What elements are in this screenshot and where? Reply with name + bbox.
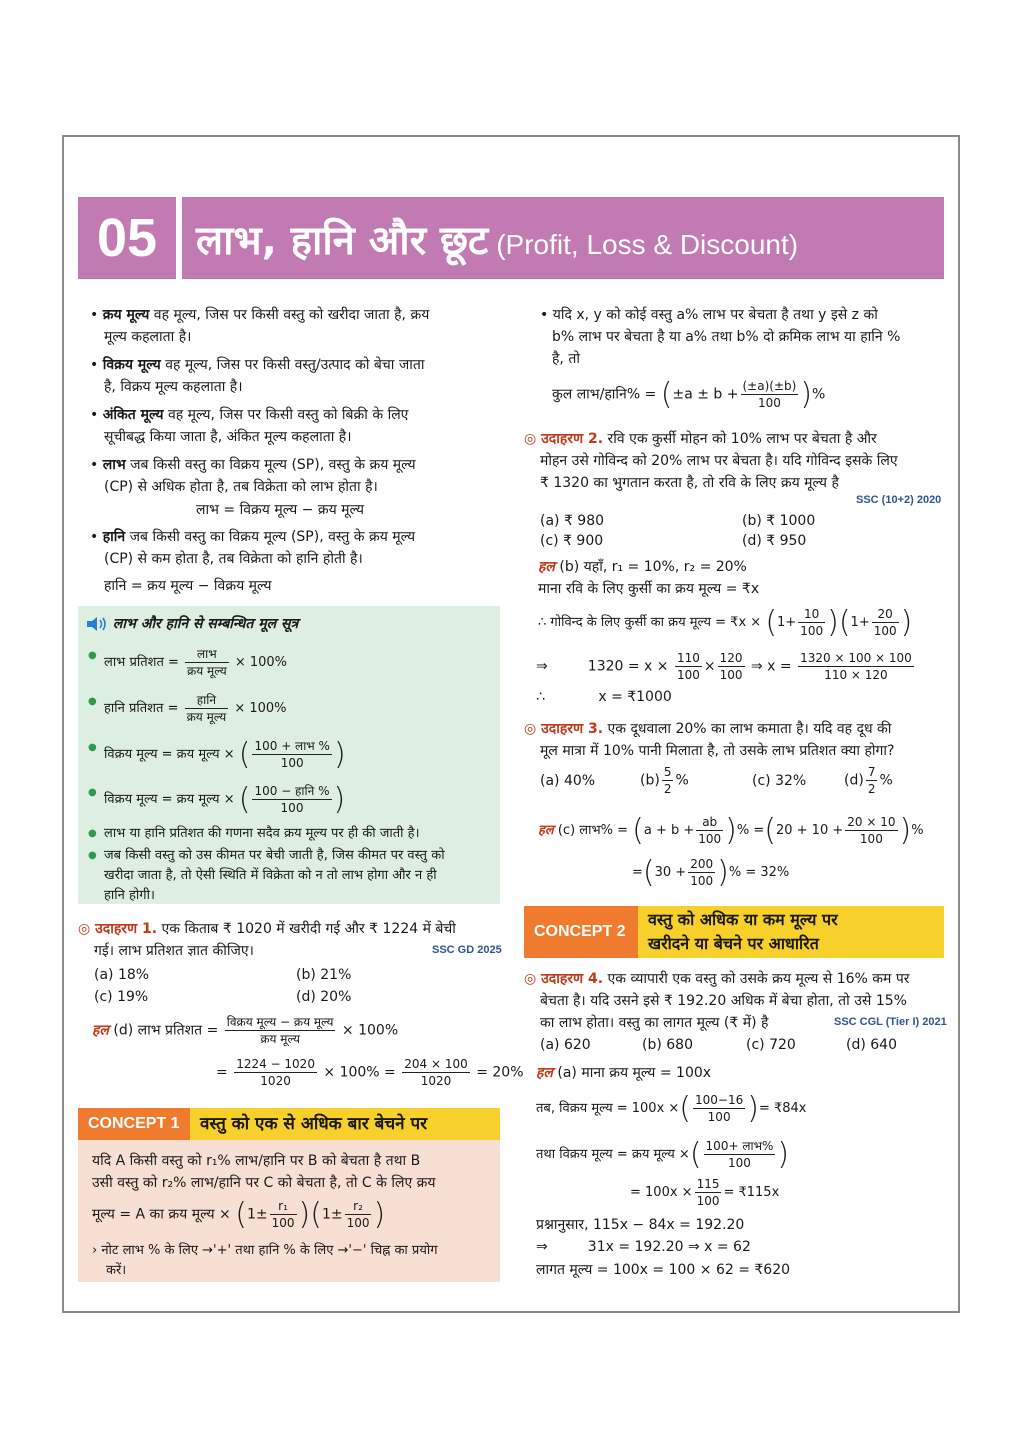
formula-loss-percent: ● हानि प्रतिशत = $\frac{\text{हानि}}{\text{क्रय मूल्य}}$ × 100% — [104, 692, 287, 725]
example-1-solution-step: = $\frac{1224 - 1020}{1020}$ × 100% = $\frac{204 \times 100}{1020}$ = 20% — [216, 1057, 524, 1088]
loss-formula: हानि = क्रय मूल्य − विक्रय मूल्य — [104, 578, 272, 594]
example-4-question: ◎ उदाहरण 4. एक व्यापारी एक वस्तु को उसके क्रय मूल्य से 16% कम पर — [524, 968, 910, 990]
example-3-question-line: मूल मात्रा में 10% पानी मिलाता है, तो उसके लाभ प्रतिशत क्या होगा? — [540, 743, 895, 759]
example-3-solution: हल (c) लाभ% = (a + b + $\frac{ab}{100}$ )% =(20 + 10 + $\frac{20 \times 10}{100}$ )% — [538, 812, 924, 848]
concept-1-note-line: करें। — [106, 1263, 127, 1278]
option: (a) 40% — [540, 773, 596, 789]
formula-note: ● लाभ या हानि प्रतिशत की गणना सदैव क्रय मूल्य पर ही की जाती है। — [104, 824, 420, 844]
option: (c) 32% — [752, 773, 807, 789]
option: (c) ₹ 900 — [540, 533, 604, 549]
example-1-source: SSC GD 2025 — [432, 944, 502, 956]
example-2-answer: ∴ x = ₹1000 — [536, 689, 672, 705]
chevron-right-icon: › — [92, 1243, 98, 1258]
successive-formula: कुल लाभ/हानि% = (±a ± b + $\frac{(\pm a)(\pm b)}{100}$ )% — [552, 376, 826, 412]
option: (a) 620 — [540, 1037, 591, 1053]
speaker-icon — [86, 616, 108, 632]
example-4-solution-step: = 100x × $\frac{115}{100}$ = ₹115x — [630, 1177, 780, 1208]
concept-1-formula: मूल्य = A का क्रय मूल्य × (1± $\frac{\text{r₁}}{100}$ )(1± $\frac{\text{r₂}}{100}$ ) — [92, 1196, 386, 1232]
formula-box-title: लाभ और हानि से सम्बन्धित मूल सूत्र — [86, 613, 298, 635]
example-4-question-line: का लाभ होता। वस्तु का लागत मूल्य (₹ में) है — [540, 1015, 769, 1031]
example-4-question-line: बेचता है। यदि उसने इसे ₹ 192.20 अधिक में बेचा होता, तो उसे 15% — [540, 993, 907, 1009]
option: (c) 720 — [746, 1037, 796, 1053]
option: (b) 21% — [296, 967, 352, 983]
example-2-solution-step: ∴ गोविन्द के लिए कुर्सी का क्रय मूल्य = ₹x × (1+ $\frac{10}{100}$ )(1+ $\frac{20}{100}$ ) — [538, 604, 913, 640]
formula-note-line: हानि होगी। — [104, 888, 155, 903]
example-2-question: ◎ उदाहरण 2. रवि एक कुर्सी मोहन को 10% लाभ पर बेचता है और — [524, 428, 877, 450]
formula-sp-loss: ● विक्रय मूल्य = क्रय मूल्य × ( $\frac{\text{100 − हानि \%}}{100}$ ) — [104, 783, 345, 816]
formula-profit-percent: ● लाभ प्रतिशत = $\frac{\text{लाभ}}{\text{क्रय मूल्य}}$ × 100% — [104, 646, 287, 679]
definition-bullet: • क्रय मूल्य वह मूल्य, जिस पर किसी वस्तु को खरीदा जाता है, क्रय — [90, 307, 430, 323]
successive-bullet-line: b% लाभ पर बेचता है या a% तथा b% दो क्रमिक लाभ या हानि % — [552, 329, 901, 345]
example-4-solution-step: ⇒ 31x = 192.20 ⇒ x = 62 — [536, 1239, 751, 1255]
example-4-solution-step: प्रश्नानुसार, 115x − 84x = 192.20 — [536, 1217, 745, 1233]
chapter-title — [196, 211, 798, 266]
option: (d) 20% — [296, 989, 352, 1005]
example-2-solution: हल (b) यहाँ, r₁ = 10%, r₂ = 20% — [538, 559, 747, 575]
definition-line: (CP) से अधिक होता है, तब विक्रेता को लाभ होता है। — [104, 479, 378, 495]
chapter-title-hindi: लाभ, हानि और छूट — [196, 218, 489, 264]
example-1-solution: हल (d) लाभ प्रतिशत = $\frac{\text{विक्रय मूल्य − क्रय मूल्य}}{\text{क्रय मूल्य}}$ × 100% — [92, 1015, 399, 1046]
example-3-solution-step: =(30 + $\frac{200}{100}$ )% = 32% — [632, 854, 790, 890]
definition-line: मूल्य कहलाता है। — [104, 329, 192, 345]
concept-1-title: वस्तु को एक से अधिक बार बेचने पर — [190, 1108, 500, 1140]
successive-bullet: • यदि x, y को कोई वस्तु a% लाभ पर बेचता है तथा y इसे z को — [540, 307, 878, 323]
option: (d) ₹ 950 — [742, 533, 807, 549]
successive-bullet-line: है, तो — [552, 351, 580, 367]
example-2-solution-step: ⇒ 1320 = x × $\frac{110}{100}$ × $\frac{120}{100}$ ⇒ x = $\frac{1320 \times 100 \times 100}{110 \times 120}$ — [536, 651, 912, 682]
definition-bullet: • अंकित मूल्य वह मूल्य, जिस पर किसी वस्तु को बिक्री के लिए — [90, 407, 409, 423]
option: (d) 640 — [846, 1037, 897, 1053]
example-1-question-line: गई। लाभ प्रतिशत ज्ञात कीजिए। — [94, 943, 254, 959]
definition-bullet: • लाभ जब किसी वस्तु का विक्रय मूल्य (SP), वस्तु के क्रय मूल्य — [90, 457, 416, 473]
formula-note: ● जब किसी वस्तु को उस कीमत पर बेची जाती है, जिस कीमत पर वस्तु को — [104, 846, 445, 866]
option: (b) 680 — [642, 1037, 693, 1053]
option: (b) ₹ 1000 — [742, 513, 816, 529]
example-4-source: SSC CGL (Tier I) 2021 — [834, 1016, 947, 1028]
concept-1-text: यदि A किसी वस्तु को r₁% लाभ/हानि पर B को बेचता है तथा B — [92, 1153, 421, 1169]
concept-2-tag: CONCEPT 2 — [524, 906, 638, 958]
concept-1-tag: CONCEPT 1 — [78, 1108, 190, 1140]
definition-bullet: • हानि जब किसी वस्तु का विक्रय मूल्य (SP), वस्तु के क्रय मूल्य — [90, 529, 416, 545]
chapter-number: 05 — [96, 208, 158, 268]
example-3-question: ◎ उदाहरण 3. एक दूधवाला 20% का लाभ कमाता है। यदि वह दूध की — [524, 718, 891, 740]
example-4-solution-step: तथा विक्रय मूल्य = क्रय मूल्य ×( $\frac{\text{100+ लाभ\%}}{100}$ ) — [536, 1136, 790, 1172]
example-2-solution-step: माना रवि के लिए कुर्सी का क्रय मूल्य = ₹x — [538, 581, 760, 597]
chapter-title-english: (Profit, Loss & Discount) — [496, 229, 799, 260]
option: (d) $\frac{7}{2}$ % — [844, 765, 893, 796]
formula-sp-profit: ● विक्रय मूल्य = क्रय मूल्य × ( $\frac{\text{100 + लाभ \%}}{100}$ ) — [104, 738, 346, 771]
example-2-question-line: ₹ 1320 का भुगतान करता है, तो रवि के लिए क्रय मूल्य है — [540, 475, 839, 491]
definition-line: सूचीबद्ध किया जाता है, अंकित मूल्य कहलाता है। — [104, 429, 352, 445]
example-2-question-line: मोहन उसे गोविन्द को 20% लाभ पर बेचता है। यदि गोविन्द इसके लिए — [540, 453, 898, 469]
example-4-solution-step: तब, विक्रय मूल्य = 100x ×( $\frac{100-16}{100}$ )= ₹84x — [536, 1090, 807, 1126]
definition-line: है, विक्रय मूल्य कहलाता है। — [104, 379, 243, 395]
example-4-answer: लागत मूल्य = 100x = 100 × 62 = ₹620 — [536, 1262, 791, 1278]
example-1-question: ◎ उदाहरण 1. एक किताब ₹ 1020 में खरीदी गई और ₹ 1224 में बेची — [78, 918, 456, 940]
definition-bullet: • विक्रय मूल्य वह मूल्य, जिस पर किसी वस्तु/उत्पाद को बेचा जाता — [90, 357, 425, 373]
formula-note-line: खरीदा जाता है, तो ऐसी स्थिति में विक्रेता को न तो लाभ होगा और न ही — [104, 868, 437, 883]
definition-line: (CP) से कम होता है, तब विक्रेता को हानि होती है। — [104, 551, 363, 567]
option: (a) 18% — [94, 967, 150, 983]
chapter-header — [78, 197, 944, 279]
concept-1-note: › नोट लाभ % के लिए →'+' तथा हानि % के लिए →'−' चिह्न का प्रयोग — [92, 1243, 438, 1258]
profit-formula: लाभ = विक्रय मूल्य − क्रय मूल्य — [196, 502, 365, 518]
example-2-source: SSC (10+2) 2020 — [856, 494, 942, 506]
header-divider — [176, 197, 182, 279]
concept-2-title: वस्तु को अधिक या कम मूल्य पर खरीदने या बेचने पर आधारित — [638, 906, 944, 958]
example-4-solution: हल (a) माना क्रय मूल्य = 100x — [536, 1065, 712, 1081]
option: (c) 19% — [94, 989, 149, 1005]
option: (a) ₹ 980 — [540, 513, 605, 529]
concept-1-text: उसी वस्तु को r₂% लाभ/हानि पर C को बेचता है, तो C के लिए क्रय — [92, 1175, 436, 1191]
option: (b) $\frac{5}{2}$ % — [640, 765, 689, 796]
